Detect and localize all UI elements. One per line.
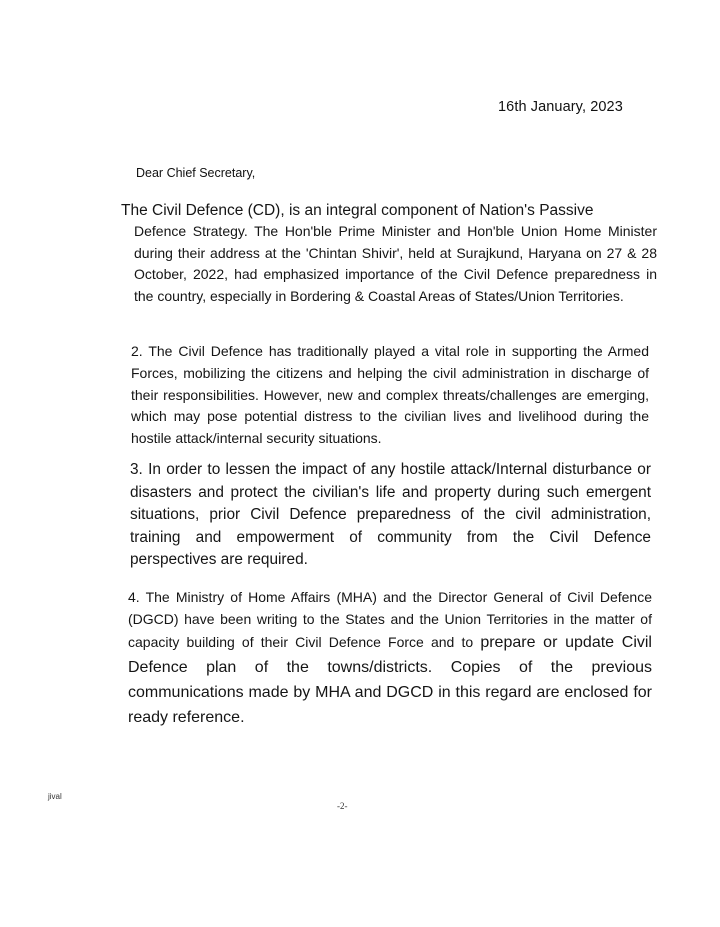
paragraph-4 [128, 586, 652, 730]
paragraph-4-body: 4. The Ministry of Home Affairs (MHA) and the Director General of Civil Defence (DGCD) have been writing to the States and the Union Territories in the matter of capacity building of their Civil Defence Force and to [128, 589, 652, 650]
next-page-marker: -2- [337, 801, 348, 811]
letter-date: 16th January, 2023 [498, 99, 623, 115]
paragraph-3: 3. In order to lessen the impact of any hostile attack/Internal disturbance or disasters and protect the civilian's life and property during such emergent situations, prior Civil Defence preparedness of the civil administration, training and empowerment of community from the Civil Defence perspectives are required. [130, 461, 651, 568]
typist-initials: jival [48, 792, 62, 801]
paragraph-2: 2. The Civil Defence has traditionally played a vital role in supporting the Armed Forces, mobilizing the citizens and helping the civil administration in discharge of their responsibilities. However, new and complex threats/challenges are emerging, which may pose potential distress to the civilian lives and livelihood during the hostile attack/internal security situations. [131, 343, 649, 447]
salutation: Dear Chief Secretary, [136, 166, 256, 180]
paragraph-1 [121, 200, 657, 307]
paragraph-1-body: Defence Strategy. The Hon'ble Prime Minister and Hon'ble Union Home Minister during their address at the 'Chintan Shivir', held at Surajkund, Haryana on 27 & 28 October, 2022, had emphasized importance of the Civil Defence preparedness in the country, especially in Bordering & Coastal Areas of States/Union Territories. [134, 223, 657, 304]
paragraph-1-opening: The Civil Defence (CD), is an integral component of Nation's Passive [121, 202, 594, 219]
paragraph-4-tail: prepare or update Civil Defence plan of the towns/districts. Copies of the previous communications made by MHA and DGCD in this regard are enclosed for ready reference. [128, 634, 652, 726]
